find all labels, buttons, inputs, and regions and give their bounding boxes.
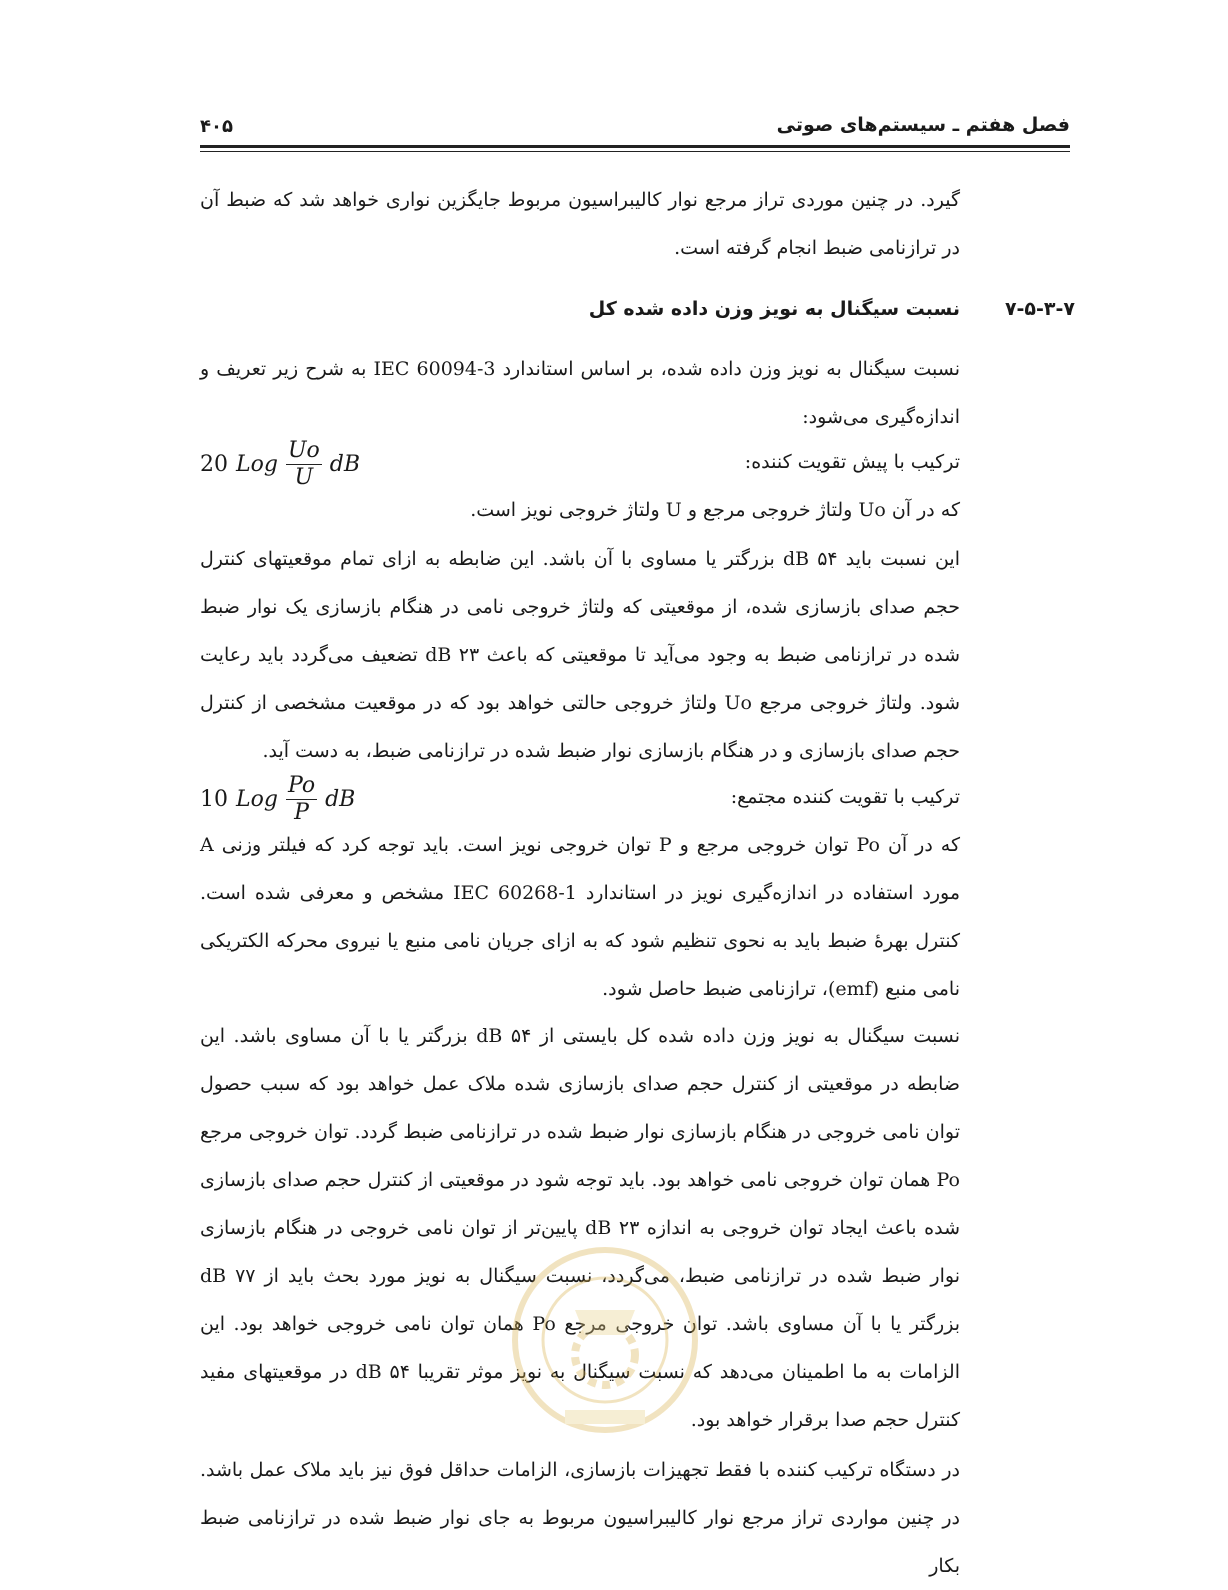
- formula-log: Log: [236, 787, 278, 812]
- chapter-title: فصل هفتم ـ سیستم‌های صوتی: [776, 114, 1070, 136]
- running-header: [200, 110, 1070, 150]
- paragraph-2: [200, 535, 960, 775]
- section-number: ۷-۵-۳-۷: [1004, 298, 1075, 320]
- definition-paragraph: [200, 345, 960, 441]
- header-rule-thick: [200, 145, 1070, 148]
- formula-numerator: Uo: [287, 438, 320, 463]
- formula1-explanation: [200, 486, 960, 534]
- paragraph-5: [200, 1446, 960, 1590]
- page-number: ۴۰۵: [200, 116, 233, 137]
- section-title: نسبت سیگنال به نویز وزن داده شده کل: [588, 298, 960, 320]
- paragraph-text: نسبت سیگنال به نویز وزن داده شده، بر اساس استاندارد IEC 60094-3 به شرح زیر تعریف و اندازه‌گیری می‌شود:: [200, 358, 961, 428]
- snr-formula-preamp: [200, 438, 360, 491]
- formula-fraction: [286, 438, 322, 491]
- intro-paragraph: [200, 176, 960, 272]
- paragraph-text: این نسبت باید ۵۴ dB بزرگتر یا مساوی با آن باشد. این ضابطه به ازای تمام موقعیتهای کنترل حجم صدای بازسازی شده، از موقعیتی که ولتاژ خروجی نامی در هنگام بازسازی یک نوار ضبط شده در ترازنامی ضبط به وجود می‌آید تا موقعیتی که باعث ۲۳ dB تضعیف می‌گردد باید رعایت شود. ولتاژ خروجی مرجع Uo ولتاژ خروجی حالتی خواهد بود که در موقعیت مشخصی از کنترل حجم صدای بازسازی و در هنگام بازسازی نوار ضبط شده در ترازنامی ضبط، به دست آید.: [200, 548, 960, 762]
- paragraph-text: که در آن Uo ولتاژ خروجی مرجع و U ولتاژ خروجی نویز است.: [470, 499, 960, 521]
- formula-fraction: [286, 773, 317, 826]
- header-rule-thin: [200, 151, 1070, 152]
- formula-coefficient: 10: [200, 787, 228, 812]
- formula-log: Log: [236, 452, 278, 477]
- publisher-seal-watermark: [505, 1240, 705, 1450]
- paragraph-text: که در آن Po توان خروجی مرجع و P توان خروجی نویز است. باید توجه کرد که فیلتر وزنی A مورد استفاده در اندازه‌گیری نویز در استاندارد IEC 60268-1 مشخص و معرفی شده است. کنترل بهرهٔ ضبط باید به نحوی تنظیم شود که به ازای جریان نامی منبع یا نیروی محرکه الکتریکی نامی منبع (emf)، ترازنامی ضبط حاصل شود.: [200, 834, 961, 1000]
- paragraph-text: در دستگاه ترکیب کننده با فقط تجهیزات بازسازی، الزامات حداقل فوق نیز باید ملاک عمل باشد. در چنین مواردی تراز مرجع نوار کالیبراسیون مربوط به جای نوار ضبط شده در ترازنامی ضبط بکار: [200, 1459, 960, 1577]
- formula-label: ترکیب با تقویت کننده مجتمع:: [730, 786, 960, 808]
- formula-unit: dB: [325, 787, 356, 812]
- formula-numerator: Po: [287, 773, 316, 798]
- paragraph-3: [200, 821, 960, 1013]
- formula-unit: dB: [329, 452, 360, 477]
- formula-denominator: P: [294, 800, 309, 825]
- formula-denominator: U: [294, 465, 314, 490]
- paragraph-text: نسبت سیگنال به نویز وزن داده شده کل بایستی از ۵۴ dB بزرگتر یا با آن مساوی باشد. این ضابطه در موقعیتی از کنترل حجم صدای بازسازی شده ملاک عمل خواهد بود که سبب حصول توان نامی خروجی در هنگام بازسازی نوار ضبط شده در ترازنامی ضبط گردد. توان خروجی مرجع Po همان توان خروجی نامی خواهد بود. باید توجه شود در موقعیتی از کنترل حجم صدای بازسازی شده باعث ایجاد توان خروجی به اندازه ۲۳ dB پایین‌تر از توان نامی خروجی در هنگام بازسازی نوار ضبط شده در ترازنامی ضبط، می‌گردد، نسبت سیگنال به نویز مورد بحث باید از ۷۷ dB بزرگتر یا با آن مساوی باشد. توان خروجی مرجع Po همان توان نامی خروجی خواهد بود. این الزامات به ما اطمینان می‌دهد که نسبت سیگنال به نویز موثر تقریبا ۵۴ dB در موقعیتهای مفید کنترل حجم صدا برقرار خواهد بود.: [200, 1025, 961, 1431]
- snr-formula-integrated: [200, 773, 355, 826]
- formula-label: ترکیب با پیش تقویت کننده:: [744, 451, 960, 473]
- paragraph-text: گیرد. در چنین موردی تراز مرجع نوار کالیبراسیون مربوط جایگزین نواری خواهد شد که ضبط آن در ترازنامی ضبط انجام گرفته است.: [200, 189, 960, 259]
- formula-coefficient: 20: [200, 452, 228, 477]
